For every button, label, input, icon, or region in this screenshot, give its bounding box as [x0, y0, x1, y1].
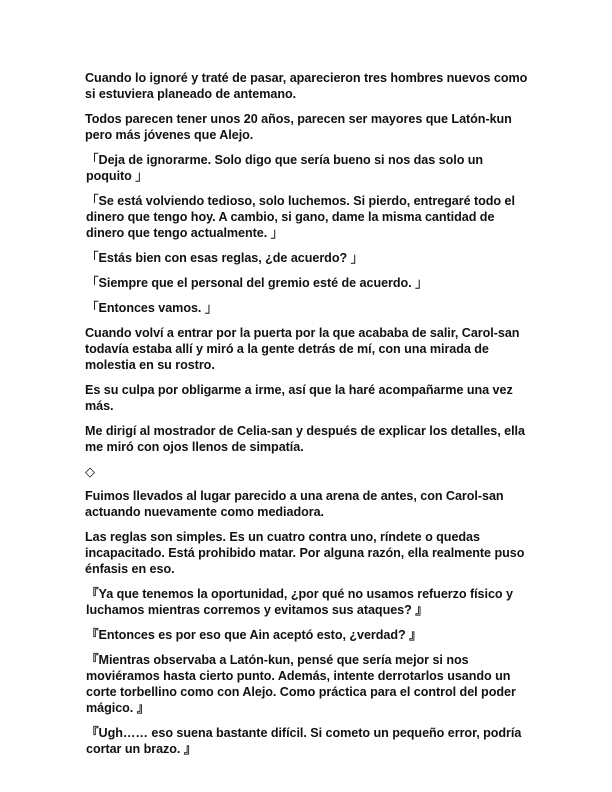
telepathic-dialogue-line: 『Ugh…… eso suena bastante difícil. Si cometo un pequeño error, podría cortar un brazo. 』 — [86, 726, 522, 756]
dialogue-line: 「Se está volviendo tedioso, solo luchemos. Si pierdo, entregaré todo el dinero que tengo hoy. A cambio, si gano, dame la misma cantidad de dinero que tengo actualmente. 」 — [86, 194, 515, 240]
dialogue-line: 「Estás bien con esas reglas, ¿de acuerdo? 」 — [86, 251, 364, 265]
narration-paragraph: Las reglas son simples. Es un cuatro contra uno, ríndete o quedas incapacitado. Está prohibido matar. Por alguna razón, ella realmente puso énfasis en eso. — [85, 530, 525, 576]
scene-separator: ◇ — [85, 464, 95, 479]
narration-paragraph: Me dirigí al mostrador de Celia-san y después de explicar los detalles, ella me miró con ojos llenos de simpatía. — [85, 424, 525, 454]
narration-paragraph: Todos parecen tener unos 20 años, parecen ser mayores que Latón-kun pero más jóvenes que Alejo. — [85, 112, 512, 142]
narration-paragraph: Fuimos llevados al lugar parecido a una arena de antes, con Carol-san actuando nuevamente como mediadora. — [85, 489, 504, 519]
narration-paragraph: Es su culpa por obligarme a irme, así que la haré acompañarme una vez más. — [85, 383, 513, 413]
narration-paragraph: Cuando volví a entrar por la puerta por la que acababa de salir, Carol-san todavía estaba allí y miró a la gente detrás de mí, con una mirada de molestia en su rostro. — [85, 326, 520, 372]
dialogue-line: 「Deja de ignorarme. Solo digo que sería bueno si nos das solo un poquito 」 — [86, 153, 484, 183]
telepathic-dialogue-line: 『Mientras observaba a Latón-kun, pensé que sería mejor si nos moviéramos hasta cierto punto. Además, intente derrotarlos usando un corte torbellino como con Alejo. Como práctica para el control del poder mágico. 』 — [86, 653, 516, 715]
narration-paragraph: Cuando lo ignoré y traté de pasar, aparecieron tres hombres nuevos como si estuviera planeado de antemano. — [85, 71, 528, 101]
telepathic-dialogue-line: 『Entonces es por eso que Ain aceptó esto, ¿verdad? 』 — [86, 628, 422, 642]
dialogue-line: 「Entonces vamos. 」 — [86, 301, 218, 315]
telepathic-dialogue-line: 『Ya que tenemos la oportunidad, ¿por qué no usamos refuerzo físico y luchamos mientras corremos y evitamos sus ataques? 』 — [86, 587, 513, 617]
dialogue-line: 「Siempre que el personal del gremio esté de acuerdo. 」 — [86, 276, 428, 290]
